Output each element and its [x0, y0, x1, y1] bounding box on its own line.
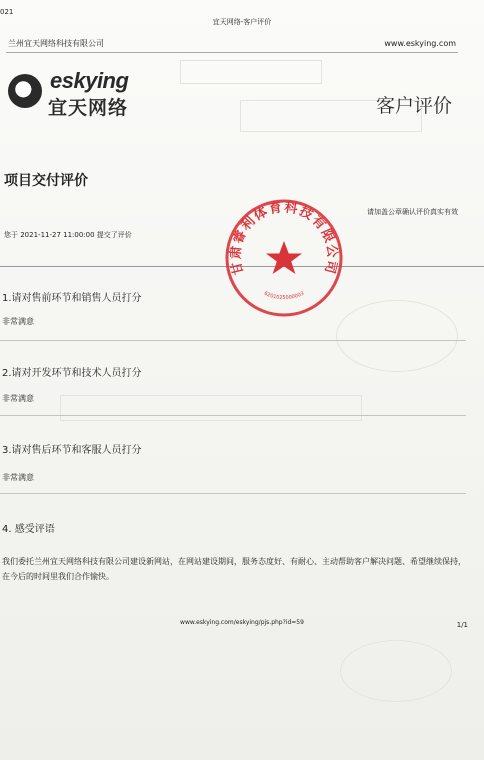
company-header: 兰州宜天网络科技有限公司: [8, 39, 104, 48]
bleed-through-mark: [180, 60, 322, 84]
bleed-through-mark: [60, 395, 362, 421]
logo-mark-letter: e: [18, 80, 29, 100]
header-divider: [6, 52, 458, 53]
submitted-line: 您于 2021-11-27 11:00:00 提交了评价: [4, 231, 132, 239]
answer-2: 非常满意: [2, 394, 34, 403]
divider: [0, 415, 466, 416]
eskying-logo-icon: [8, 74, 42, 108]
answer-3: 非常满意: [2, 473, 34, 482]
page-number: 1/1: [456, 621, 468, 629]
site-header: www.eskying.com: [384, 39, 456, 48]
footer-url: www.eskying.com/eskying/pjs.php?id=59: [180, 619, 304, 626]
seal-star-icon: [266, 241, 302, 274]
bleed-through-mark: [336, 300, 458, 372]
seal-note: 请加盖公章确认评价真实有效: [367, 208, 458, 216]
page-corner-text: 021: [0, 8, 14, 16]
question-1: 1.请对售前环节和销售人员打分: [2, 293, 142, 304]
seal-number: 6201025000003: [263, 290, 305, 302]
comment-text: 我们委托兰州宜天网络科技有限公司建设新网站，在网站建设期间，服务态度好、有耐心、主动帮助客户解决问题、希望继续保持，在今后的时间里我们合作愉快。: [2, 557, 466, 581]
question-3: 3.请对售后环节和客服人员打分: [2, 445, 142, 456]
divider: [0, 493, 466, 494]
print-header-title: 宜天网络-客户评价: [212, 18, 272, 26]
logo-english: eskying: [50, 68, 129, 93]
document-title: 客户评价: [375, 95, 452, 117]
question-2: 2.请对开发环节和技术人员打分: [2, 368, 142, 379]
comment-heading: 4. 感受评语: [2, 524, 55, 535]
company-seal: [222, 196, 346, 320]
divider: [0, 340, 466, 341]
answer-1: 非常满意: [2, 317, 34, 326]
logo-chinese: 宜天网络: [48, 97, 129, 119]
seal-arc-text: 甘肃睿利体育科技有限公司: [228, 200, 340, 277]
bleed-through-mark: [340, 640, 452, 702]
section-title: 项目交付评价: [4, 173, 88, 189]
